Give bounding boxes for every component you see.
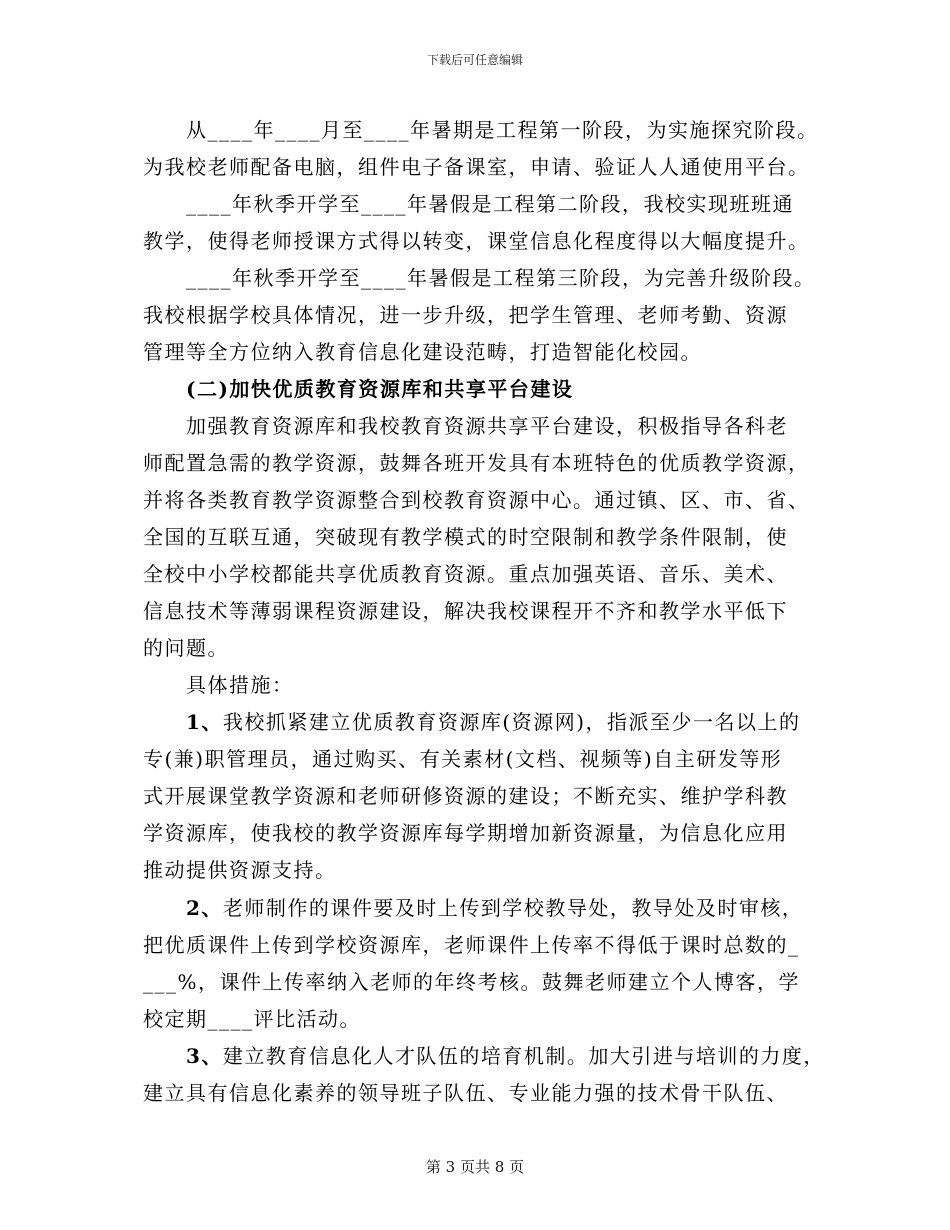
text-line: 从____年____月至____年暑期是工程第一阶段，为实施探究阶段。: [186, 118, 819, 142]
page-number: 第 3 页共 8 页: [425, 1158, 525, 1176]
text-line: 信息技术等薄弱课程资源建设，解决我校课程开不齐和教学水平低下: [143, 599, 788, 623]
text-line: 管理等全方位纳入教育信息化建设范畴，打造智能化校园。: [143, 340, 702, 364]
text-line: ____年秋季开学至____年暑假是工程第二阶段，我校实现班班通: [186, 192, 794, 216]
text-line: 师配置急需的教学资源，鼓舞各班开发具有本班特色的优质教学资源，: [143, 451, 810, 475]
text-line: 学资源库，使我校的教学资源库每学期增加新资源量，为信息化应用: [143, 821, 788, 845]
text-line: 全校中小学校都能共享优质教育资源。重点加强英语、音乐、美术、: [143, 562, 788, 586]
numbered-item-1: 1、我校抓紧建立优质教育资源库(资源网)，指派至少一名以上的: [186, 710, 801, 734]
text-line: 并将各类教育教学资源整合到校教育资源中心。通过镇、区、市、省、: [143, 488, 810, 512]
text-line: 校定期____评比活动。: [143, 1007, 361, 1031]
text-line: ___%，课件上传率纳入老师的年终考核。鼓舞老师建立个人博客，学: [143, 970, 801, 994]
numbered-item-3: 3、建立教育信息化人才队伍的培育机制。加大引进与培训的力度，: [186, 1044, 825, 1068]
document-body: [143, 112, 843, 1112]
text-line: 专(兼)职管理员，通过购买、有关素材(文档、视频等)自主研发等形: [143, 747, 783, 771]
text-line: 式开展课堂教学资源和老师研修资源的建设；不断充实、维护学科教: [143, 784, 788, 808]
text-line: 建立具有信息化素养的领导班子队伍、专业能力强的技术骨干队伍、: [143, 1081, 788, 1105]
text-line: ____年秋季开学至____年暑假是工程第三阶段，为完善升级阶段。: [186, 266, 816, 290]
text-line: 我校根据学校具体情况，进一步升级，把学生管理、老师考勤、资源: [143, 303, 788, 327]
section-heading: (二)加快优质教育资源库和共享平台建设: [186, 377, 574, 401]
text-line: 推动提供资源支持。: [143, 858, 337, 882]
text-line: 全国的互联互通，突破现有教学模式的时空限制和教学条件限制，使: [143, 525, 788, 549]
text-line: 为我校老师配备电脑，组件电子备课室，申请、验证人人通使用平台。: [143, 155, 810, 179]
numbered-item-2: 2、老师制作的课件要及时上传到学校教导处，教导处及时审核，: [186, 896, 804, 920]
page-header: 下载后可任意编辑: [426, 53, 523, 67]
text-line: 把优质课件上传到学校资源库，老师课件上传率不得低于课时总数的_: [143, 933, 800, 957]
text-line: 教学，使得老师授课方式得以转变，课堂信息化程度得以大幅度提升。: [143, 229, 810, 253]
text-line: 的问题。: [143, 636, 229, 660]
text-line: 具体措施：: [186, 673, 294, 697]
text-line: 加强教育资源库和我校教育资源共享平台建设，积极指导各科老: [186, 414, 788, 438]
